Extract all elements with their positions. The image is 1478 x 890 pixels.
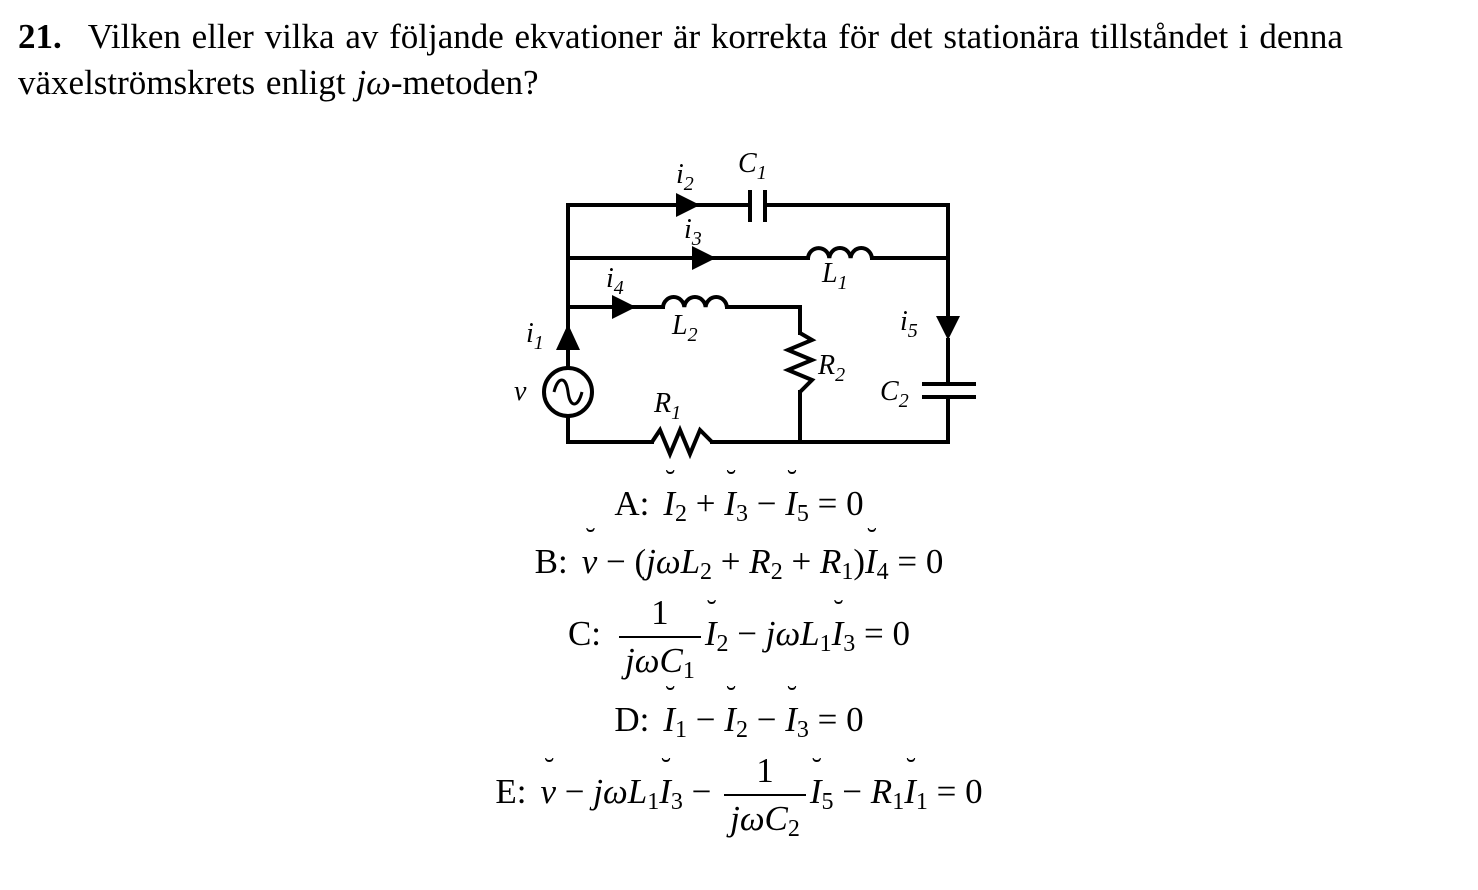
- label-l2: $L_2$: [672, 310, 698, 346]
- inductor-l1-symbol: [808, 248, 872, 258]
- label-c1: $C_1$: [738, 148, 767, 184]
- arrow-i1: [556, 324, 580, 350]
- option-b: B:˘ $v - (j\omega L_2 + R_2$ + $R_1)˘$ $I_4 = 0$: [0, 542, 1478, 582]
- method-symbol: jω: [356, 63, 391, 102]
- wire-r2-bottom: [712, 392, 800, 442]
- ac-source-symbol: [544, 368, 592, 416]
- question-text-after: -metoden?: [390, 63, 539, 102]
- wire-branch-l1-right: [872, 258, 948, 320]
- question-text-before: Vilken eller vilka av följande ekvationer är korrekta för det stationära tillståndet i denna växelströmskrets enligt: [18, 17, 1343, 102]
- wire-source-bottom: [568, 412, 652, 442]
- label-r1: $R_1$: [654, 388, 682, 424]
- label-i5: $i_5$: [900, 306, 918, 342]
- inductor-l2-symbol: [663, 297, 727, 307]
- capacitor-c2-symbol: [922, 384, 976, 397]
- label-i3: $i_3$: [684, 214, 702, 250]
- arrow-i5: [936, 316, 960, 340]
- option-c: C: $\frac{1}{j\omega C_1}$ ˘ $I_2$ − jωL$_1$˘ $I_3 = 0$: [0, 592, 1478, 682]
- option-e: E:˘ v − jωL$_1$˘ $I_3$ − $\frac{1}{j\omega C_2}$ ˘ $I_5$ − $R_1˘$ $I_1 = 0$: [0, 750, 1478, 840]
- option-d: D:˘ $I_1$ − ˘ $I_2$ − ˘ $I_3 = 0$: [0, 700, 1478, 740]
- label-i1: $i_1$: [526, 318, 544, 354]
- label-r2: $R_2$: [818, 350, 846, 386]
- label-v: v: [514, 376, 527, 407]
- label-i4: $i_4$: [606, 263, 624, 299]
- wire-right-c2-bottom: [800, 398, 948, 442]
- capacitor-c1-symbol: [750, 190, 765, 222]
- label-i2: $i_2$: [676, 159, 694, 195]
- option-a: A:˘ $I_2$ + ˘ $I_3$ − ˘ $I_5 = 0$: [0, 484, 1478, 524]
- label-c2: $C_2$: [880, 376, 909, 412]
- label-l1: $L_1$: [822, 258, 848, 294]
- question-number: 21.: [18, 17, 62, 56]
- resistor-r1-symbol: [652, 430, 712, 454]
- wire-branch-l2-right: [727, 307, 800, 333]
- resistor-r2-symbol: [788, 333, 812, 392]
